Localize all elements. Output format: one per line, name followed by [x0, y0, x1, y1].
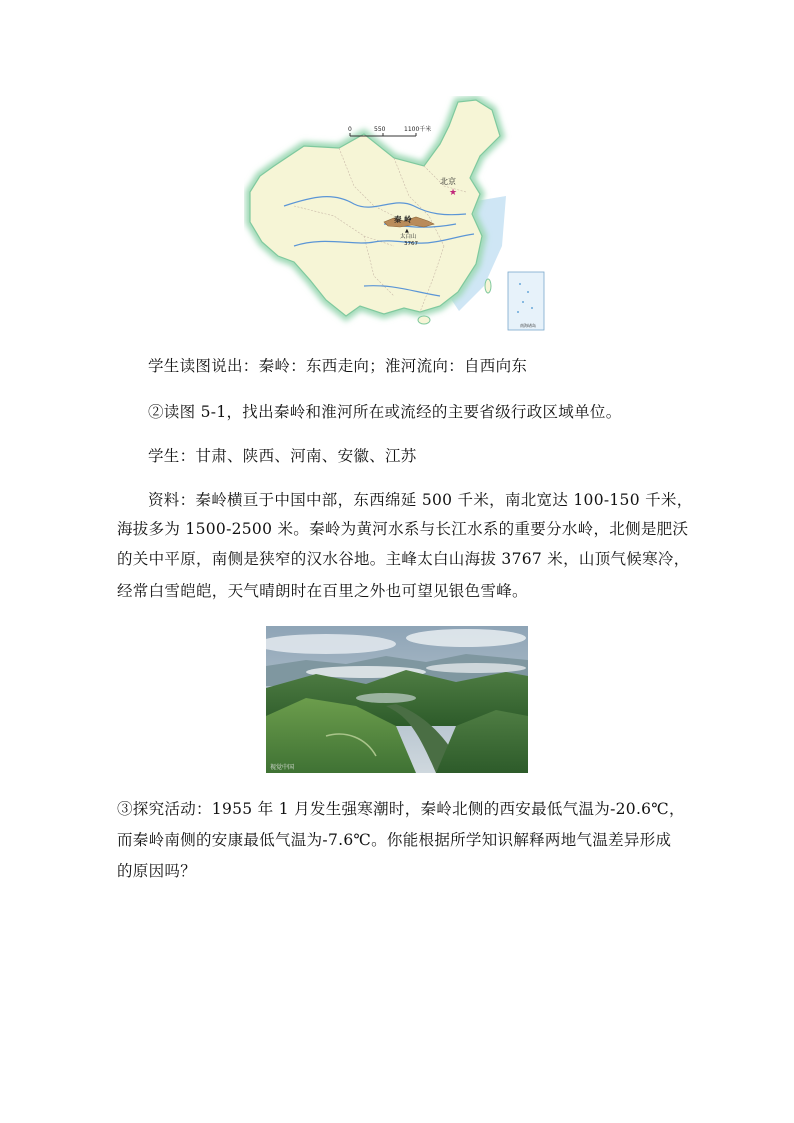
paragraph-4-line-3: 的关中平原，南侧是狭窄的汉水谷地。主峰太白山海拔 3767 米，山顶气候寒冷， [117, 550, 690, 568]
beijing-label: 北京 [440, 177, 456, 186]
hainan-island [418, 316, 430, 324]
capital-star-icon: ★ [449, 188, 458, 198]
qinling-label: 秦 岭 [394, 215, 412, 224]
paragraph-4-line-2: 海拔多为 1500-2500 米。秦岭为黄河水系与长江水系的重要分水岭，北侧是肥沃 [117, 520, 689, 538]
peak-name: 太白山 [400, 234, 417, 240]
south-china-sea-inset [508, 272, 544, 330]
mountain-landscape-image [266, 626, 528, 773]
scale-label-0: 0 [348, 126, 352, 133]
paragraph-2: ②读图 5-1，找出秦岭和淮河所在或流经的主要省级行政区域单位。 [148, 403, 622, 421]
inset-label: 南海诸岛 [520, 323, 536, 328]
photo-credit: 视觉中国 [270, 764, 295, 771]
china-map [244, 96, 548, 336]
peak-triangle-icon: ▲ [405, 228, 409, 234]
paragraph-4-line-4: 经常白雪皑皑，天气晴朗时在百里之外也可望见银色雪峰。 [117, 582, 528, 600]
paragraph-5-line-3: 的原因吗？ [117, 862, 197, 880]
china-map-figure [244, 96, 548, 336]
paragraph-4-line-1: 资料：秦岭横亘于中国中部，东西绵延 500 千米，南北宽达 100-150 千米， [148, 491, 693, 509]
paragraph-3: 学生：甘肃、陕西、河南、安徽、江苏 [148, 447, 417, 465]
paragraph-5-line-1: ③探究活动：1955 年 1 月发生强寒潮时，秦岭北侧的西安最低气温为-20.6℃， [117, 800, 685, 818]
peak-elevation: 3767 [404, 241, 418, 247]
qinling-photo [266, 626, 528, 773]
scale-label-550: 550 [374, 126, 386, 133]
scale-label-1100: 1100千米 [404, 126, 432, 133]
taiwan-island [485, 279, 491, 293]
paragraph-5-line-2: 而秦岭南侧的安康最低气温为-7.6℃。你能根据所学知识解释两地气温差异形成 [117, 831, 672, 849]
paragraph-1: 学生读图说出：秦岭：东西走向；淮河流向：自西向东 [148, 357, 528, 375]
